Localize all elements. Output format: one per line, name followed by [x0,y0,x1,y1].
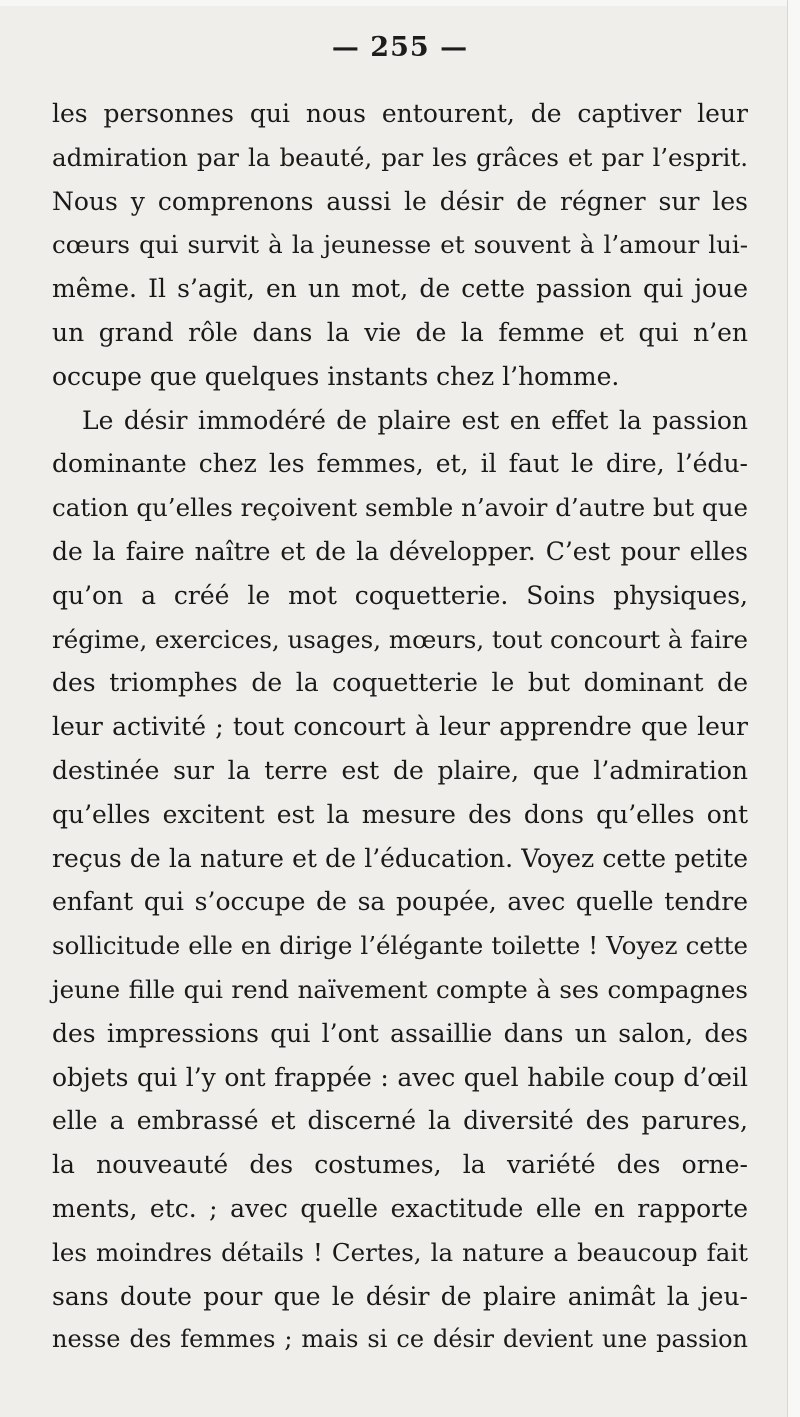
text-line: jeune fille qui rend naïvement compte à ses compagnes [52,974,748,1004]
page-number: — 255 — [331,32,469,63]
text-line: des triomphes de la coquetterie le but dominant de [52,668,748,698]
text-line: Nous y comprenons aussi le désir de régner sur les [52,186,748,216]
text-line: de la faire naître et de la développer. C’est pour elles [52,536,748,566]
text-line: Le désir immodéré de plaire est en effet la passion [82,405,748,435]
text-line: occupe que quelques instants chez l’homme. [52,361,620,391]
text-line: régime, exercices, usages, mœurs, tout concourt à faire [52,624,748,654]
scan-edge-right [787,0,800,1417]
text-line: objets qui l’y ont frappée : avec quel habile coup d’œil [52,1062,748,1092]
text-line: des impressions qui l’ont assaillie dans un salon, des [52,1018,748,1048]
text-line: enfant qui s’occupe de sa poupée, avec quelle tendre [52,887,748,917]
text-line: destinée sur la terre est de plaire, que l’admiration [52,755,748,785]
scan-edge-top [0,0,800,6]
text-line: même. Il s’agit, en un mot, de cette passion qui joue [52,274,748,304]
paragraph-1 [52,92,748,399]
text-line [52,1362,748,1406]
text-line: elle a embrassé et discerné la diversité des parures, [52,1106,748,1136]
text-line: qu’elles excitent est la mesure des dons qu’elles ont [52,799,748,829]
text-line: sans doute pour que le désir de plaire animât la jeu- [52,1281,748,1311]
text-line: reçus de la nature et de l’éducation. Voyez cette petite [52,843,748,873]
text-line: les moindres détails ! Certes, la nature a beaucoup fait [52,1237,748,1267]
text-line: un grand rôle dans la vie de la femme et qui n’en [52,317,748,347]
text-line: cation qu’elles reçoivent semble n’avoir d’autre but que [52,493,748,523]
text-line: ments, etc. ; avec quelle exactitude elle en rapporte [52,1193,748,1223]
text-line: qu’on a créé le mot coquetterie. Soins physiques, [52,580,748,610]
text-line: les personnes qui nous entourent, de captiver leur [52,99,748,128]
text-block [52,92,748,1406]
text-line: la nouveauté des costumes, la variété des orne- [52,1150,748,1180]
text-line: sollicitude elle en dirige l’élégante toilette ! Voyez cette [52,931,748,961]
text-line: nesse des femmes ; mais si ce désir devient une passion [52,1325,748,1354]
text-line: cœurs qui survit à la jeunesse et souvent à l’amour lui- [52,230,748,260]
text-line: admiration par la beauté, par les grâces et par l’esprit. [52,142,748,172]
text-line: leur activité ; tout concourt à leur apprendre que leur [52,712,748,742]
text-line: dominante chez les femmes, et, il faut le dire, l’édu- [52,449,748,479]
paragraph-2 [52,399,748,1406]
